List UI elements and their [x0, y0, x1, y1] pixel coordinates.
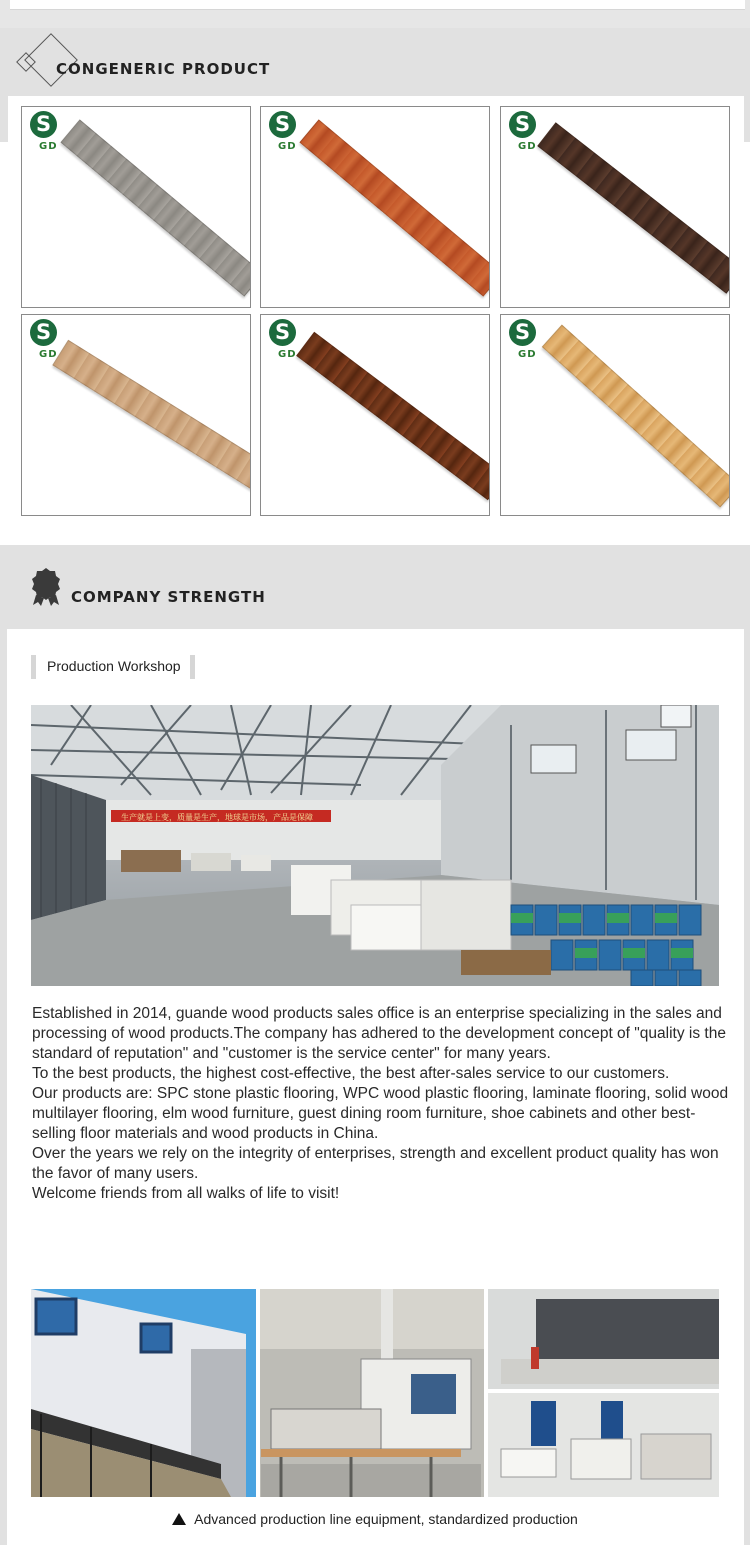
plank-image — [52, 340, 251, 493]
plank-image — [542, 325, 730, 508]
banner-text: 生产就是上变，质量是生产，地球是市场，产品是保障 — [121, 813, 313, 822]
gd-logo: S GD — [509, 111, 539, 155]
paragraph: Welcome friends from all walks of life to visit! — [32, 1185, 340, 1202]
product-tile[interactable] — [500, 314, 730, 516]
section-title: COMPANY STRENGTH — [71, 588, 266, 606]
section-header — [0, 28, 750, 96]
plank-image — [296, 332, 490, 500]
side-bar-left — [0, 96, 8, 142]
award-badge-icon — [31, 568, 61, 606]
top-strip-panel — [10, 0, 745, 10]
product-tile[interactable] — [500, 106, 730, 308]
product-tile[interactable] — [260, 314, 490, 516]
company-description — [32, 1004, 732, 1204]
workshop-photo — [31, 705, 719, 986]
product-tile[interactable] — [260, 106, 490, 308]
plank-image — [299, 119, 490, 296]
product-tile[interactable] — [21, 106, 251, 308]
production-collage — [31, 1289, 719, 1497]
paragraph: To the best products, the highest cost-effective, the best after-sales service to our customers. — [32, 1065, 670, 1082]
company-strength-section — [0, 545, 750, 1545]
paragraph: Established in 2014, guande wood products sales office is an enterprise specializing in the sales and processing of wood products.The company has adhered to the development concept of "quality is the standard of reputation" and "customer is the service center" for many years. — [32, 1005, 726, 1062]
production-workshop-label: Production Workshop — [31, 655, 195, 679]
plank-image — [537, 122, 730, 293]
product-tile[interactable] — [21, 314, 251, 516]
paragraph: Over the years we rely on the integrity of enterprises, strength and excellent product quality has won the favor of many users. — [32, 1145, 719, 1182]
product-grid — [21, 106, 733, 518]
collage-illustration — [31, 1289, 719, 1497]
workshop-illustration — [31, 705, 719, 986]
caption-text: Advanced production line equipment, standardized production — [194, 1511, 578, 1527]
collage-caption — [0, 1511, 750, 1527]
side-bar-right — [744, 96, 750, 142]
plank-image — [60, 119, 251, 296]
gd-logo: S GD — [269, 319, 299, 363]
triangle-up-icon — [172, 1513, 186, 1525]
gd-logo: S GD — [269, 111, 299, 155]
paragraph: Our products are: SPC stone plastic flooring, WPC wood plastic flooring, laminate flooring, solid wood multilayer flooring, elm wood furniture, guest dining room furniture, shoe cabinets and other best-selling floor materials and wood products in China. — [32, 1085, 729, 1142]
gd-logo: S GD — [30, 319, 60, 363]
top-strip — [0, 0, 750, 28]
section-title: CONGENERIC PRODUCT — [56, 60, 271, 78]
congeneric-product-section — [0, 28, 750, 545]
gd-logo: S GD — [509, 319, 539, 363]
gd-logo: S GD — [30, 111, 60, 155]
